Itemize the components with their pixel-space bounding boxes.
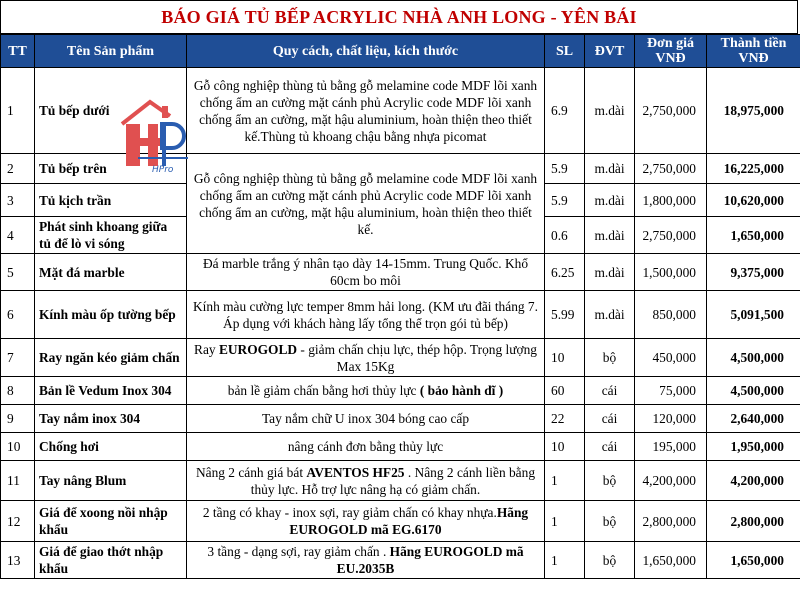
- house-logo-icon: [118, 98, 190, 176]
- cell-sl: 22: [545, 405, 585, 433]
- spec-brand: Hãng EUROGOLD mã EU.2035B: [336, 544, 524, 576]
- cell-unit: m.dài: [585, 254, 635, 291]
- cell-price: 2,750,000: [635, 154, 707, 184]
- cell-name: Giá để xoong nồi nhập khẩu: [35, 501, 187, 542]
- header-sl: SL: [545, 35, 585, 68]
- cell-price: 1,650,000: [635, 542, 707, 579]
- spec-text: - giảm chấn chịu lực, thép hộp. Trọng lượng Max 15Kg: [297, 341, 537, 374]
- cell-total: 1,950,000: [707, 433, 800, 461]
- cell-price: 2,800,000: [635, 501, 707, 542]
- table-row: [1, 254, 800, 291]
- spec-text: . Nâng 2 cánh liền bằng thủy lực. Hỗ trợ lực nâng hạ có giảm chấn.: [250, 464, 536, 497]
- cell-unit: bộ: [585, 542, 635, 579]
- cell-tt: 6: [1, 291, 35, 339]
- cell-price: 2,750,000: [635, 68, 707, 154]
- cell-name: Ray ngăn kéo giảm chấn: [35, 339, 187, 377]
- cell-spec: Đá marble trắng ý nhân tạo dày 14-15mm. Trung Quốc. Khổ 60cm bo môi: [187, 254, 545, 291]
- cell-sl: 1: [545, 461, 585, 501]
- table-row: [1, 461, 800, 501]
- cell-tt: 5: [1, 254, 35, 291]
- header-tt: TT: [1, 35, 35, 68]
- cell-spec: [187, 339, 545, 377]
- cell-total: 5,091,500: [707, 291, 800, 339]
- cell-total: 4,500,000: [707, 377, 800, 405]
- cell-sl: 0.6: [545, 217, 585, 254]
- cell-name: Mặt đá marble: [35, 254, 187, 291]
- cell-name: Chống hơi: [35, 433, 187, 461]
- cell-sl: 5.9: [545, 184, 585, 217]
- table-row: [1, 433, 800, 461]
- cell-price: 2,750,000: [635, 217, 707, 254]
- cell-name: Tủ bếp trên: [35, 154, 187, 184]
- cell-unit: bộ: [585, 501, 635, 542]
- cell-sl: 5.9: [545, 154, 585, 184]
- table-row: [1, 339, 800, 377]
- cell-tt: 10: [1, 433, 35, 461]
- cell-tt: 4: [1, 217, 35, 254]
- cell-total: 2,640,000: [707, 405, 800, 433]
- cell-tt: 8: [1, 377, 35, 405]
- cell-name: Kính màu ốp tường bếp: [35, 291, 187, 339]
- cell-price: 850,000: [635, 291, 707, 339]
- cell-name: Tay nắm inox 304: [35, 405, 187, 433]
- cell-tt: 1: [1, 68, 35, 154]
- cell-name: Bản lề Vedum Inox 304: [35, 377, 187, 405]
- cell-sl: 1: [545, 501, 585, 542]
- table-row: [1, 405, 800, 433]
- cell-tt: 2: [1, 154, 35, 184]
- cell-unit: bộ: [585, 461, 635, 501]
- cell-unit: m.dài: [585, 68, 635, 154]
- cell-name: Tủ bếp dưới: [35, 68, 187, 154]
- cell-unit: m.dài: [585, 217, 635, 254]
- cell-price: 75,000: [635, 377, 707, 405]
- cell-price: 1,800,000: [635, 184, 707, 217]
- spec-brand: Hãng EUROGOLD mã EG.6170: [289, 505, 529, 537]
- cell-price: 4,200,000: [635, 461, 707, 501]
- cell-sl: 1: [545, 542, 585, 579]
- cell-spec: Gỗ công nghiệp thùng tủ bằng gỗ melamine code MDF lõi xanh chống ẩm an cường mặt cánh phủ Acrylic code MDF lõi xanh chống ẩm an cường, mặt hậu aluminium, hoàn thiện theo thiết kế.Thùng tủ khoang chậu bằng nhựa picomat: [187, 68, 545, 154]
- cell-total: 4,500,000: [707, 339, 800, 377]
- cell-spec: Kính màu cường lực temper 8mm hải long. (KM ưu đãi tháng 7. Áp dụng với khách hàng lấy tổng thể trọn gói tủ bếp): [187, 291, 545, 339]
- spec-text: 3 tầng - dạng sợi, ray giảm chấn .: [207, 544, 390, 559]
- cell-name: Phát sinh khoang giữa tủ để lò vi sóng: [35, 217, 187, 254]
- header-spec: Quy cách, chất liệu, kích thước: [187, 35, 545, 68]
- cell-unit: cái: [585, 405, 635, 433]
- cell-sl: 10: [545, 433, 585, 461]
- spec-text: bản lề giảm chấn bằng hơi thủy lực: [227, 383, 420, 398]
- table-row: [1, 501, 800, 542]
- cell-tt: 7: [1, 339, 35, 377]
- cell-total: 9,375,000: [707, 254, 800, 291]
- cell-spec-merged: Gỗ công nghiệp thùng tủ bằng gỗ melamine code MDF lõi xanh chống ẩm an cường mặt cánh phủ Acrylic code MDF lõi xanh chống ẩm an cường, mặt hậu aluminium, hoàn thiện theo thiết kế.: [187, 154, 545, 254]
- page-title: BÁO GIÁ TỦ BẾP ACRYLIC NHÀ ANH LONG - YÊN BÁI: [0, 0, 798, 34]
- cell-price: 450,000: [635, 339, 707, 377]
- table-row: [1, 291, 800, 339]
- spec-text: 2 tầng có khay - inox sợi, ray giảm chấn có khay nhựa.: [202, 505, 497, 520]
- spec-text: Ray: [194, 341, 219, 357]
- header-unit: ĐVT: [585, 35, 635, 68]
- cell-tt: 12: [1, 501, 35, 542]
- cell-price: 120,000: [635, 405, 707, 433]
- cell-total: 10,620,000: [707, 184, 800, 217]
- spec-model: AVENTOS HF25: [306, 464, 405, 480]
- cell-name: Tủ kịch trần: [35, 184, 187, 217]
- spec-brand: EUROGOLD: [218, 341, 298, 357]
- cell-unit: m.dài: [585, 154, 635, 184]
- cell-sl: 6.25: [545, 254, 585, 291]
- cell-unit: cái: [585, 433, 635, 461]
- cell-total: 2,800,000: [707, 501, 800, 542]
- spec-warranty: ( bảo hành dĩ ): [419, 383, 504, 398]
- cell-sl: 6.9: [545, 68, 585, 154]
- cell-spec: [187, 461, 545, 501]
- header-price: Đơn giá VNĐ: [635, 35, 707, 68]
- cell-name: Tay nâng Blum: [35, 461, 187, 501]
- cell-price: 195,000: [635, 433, 707, 461]
- header-total: Thành tiền VNĐ: [707, 35, 800, 68]
- cell-spec: [187, 501, 545, 542]
- cell-unit: bộ: [585, 339, 635, 377]
- cell-unit: m.dài: [585, 184, 635, 217]
- logo-text: HPro: [152, 165, 174, 175]
- cell-name: Giá để giao thớt nhập khẩu: [35, 542, 187, 579]
- cell-total: 1,650,000: [707, 217, 800, 254]
- table-row: [1, 542, 800, 579]
- cell-sl: 10: [545, 339, 585, 377]
- cell-tt: 11: [1, 461, 35, 501]
- hpro-logo: [118, 98, 190, 176]
- cell-spec: [187, 377, 545, 405]
- cell-spec: nâng cánh đơn bằng thủy lực: [187, 433, 545, 461]
- cell-price: 1,500,000: [635, 254, 707, 291]
- cell-unit: m.dài: [585, 291, 635, 339]
- cell-total: 1,650,000: [707, 542, 800, 579]
- cell-total: 18,975,000: [707, 68, 800, 154]
- cell-sl: 5.99: [545, 291, 585, 339]
- cell-total: 16,225,000: [707, 154, 800, 184]
- spec-text: Nâng 2 cánh giá bát: [195, 464, 307, 480]
- cell-tt: 9: [1, 405, 35, 433]
- table-row: [1, 377, 800, 405]
- table-header-row: [1, 35, 800, 68]
- cell-unit: cái: [585, 377, 635, 405]
- cell-tt: 13: [1, 542, 35, 579]
- cell-total: 4,200,000: [707, 461, 800, 501]
- cell-spec: Tay nắm chữ U inox 304 bóng cao cấp: [187, 405, 545, 433]
- header-name: Tên Sản phẩm: [35, 35, 187, 68]
- cell-tt: 3: [1, 184, 35, 217]
- cell-spec: [187, 542, 545, 579]
- cell-sl: 60: [545, 377, 585, 405]
